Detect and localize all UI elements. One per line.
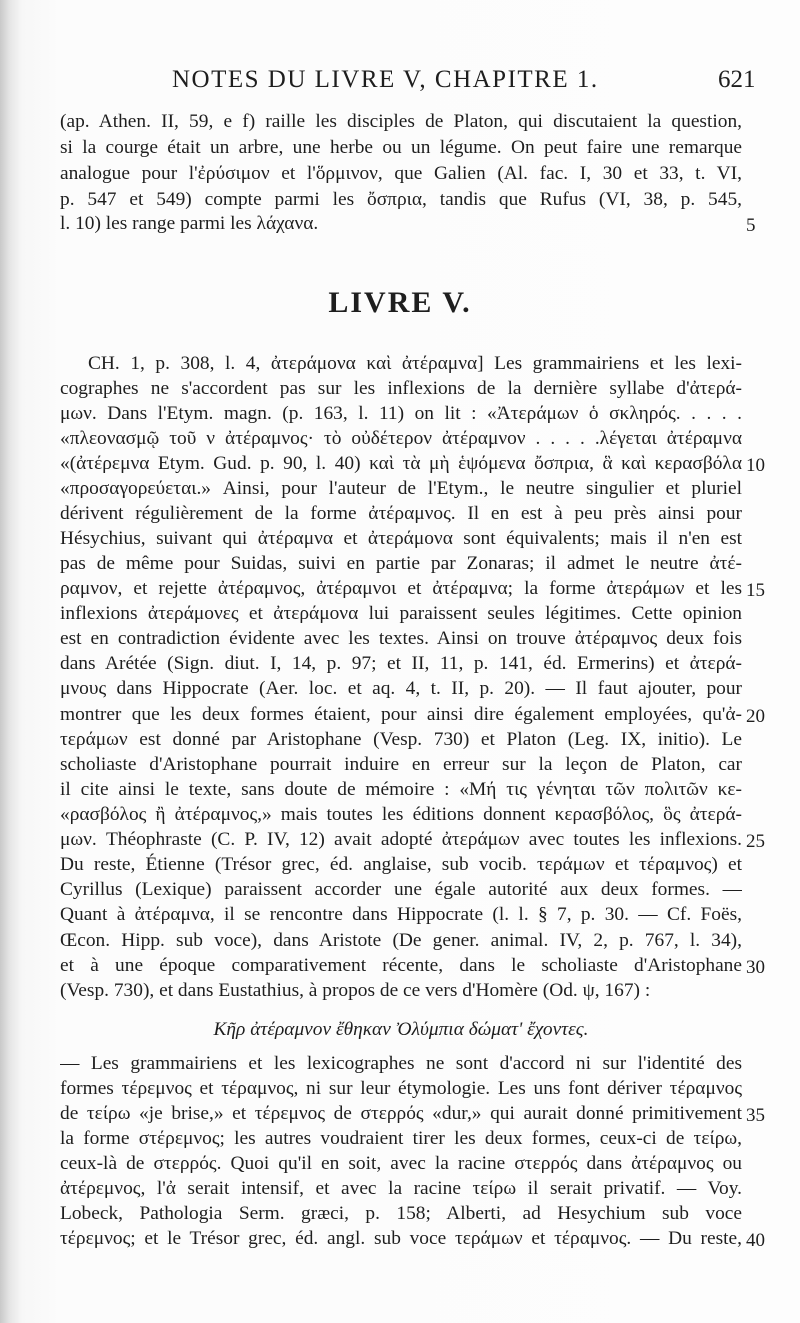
text-line: l. 10) les range parmi les λάχανα. <box>60 213 319 234</box>
text-line: ceux-là de στερρός. Quoi qu'il en soit, avec la racine στερρός dans ἀτέραμνος ou <box>60 1153 742 1174</box>
text-line: analogue pour l'ἐρύσιμον et l'ὅρμινον, que Galien (Al. fac. I, 30 et 33, t. VI, <box>60 163 742 184</box>
text-line: Œcon. Hipp. sub voce), dans Aristote (De gener. animal. IV, 2, p. 767, l. 34), <box>60 930 742 951</box>
text-line: dans Arétée (Sign. diut. I, 14, p. 97; et II, 11, p. 141, éd. Ermerins) et ἀτερά- <box>60 653 742 674</box>
text-line: est en contradiction évidente avec les textes. Ainsi on trouve ἀτέραμνος deux fois <box>60 628 742 649</box>
line-number: 40 <box>746 1230 765 1251</box>
running-title: NOTES DU LIVRE V, CHAPITRE 1. <box>172 66 599 93</box>
line-number: 10 <box>746 455 765 476</box>
section-title: LIVRE V. <box>328 286 472 319</box>
page-number: 621 <box>718 66 756 93</box>
text-line: (Vesp. 730), et dans Eustathius, à propos de ce vers d'Homère (Od. ψ, 167) : <box>60 980 651 1001</box>
line-number: 25 <box>746 831 765 852</box>
text-line: μνους dans Hippocrate (Aer. loc. et aq. 4, t. II, p. 20). — Il faut ajouter, pour <box>60 678 742 699</box>
text-line: CH. 1, p. 308, l. 4, ἀτεράμονα καὶ ἀτέραμνα] Les grammairiens et les lexi- <box>88 353 742 374</box>
text-line: Du reste, Étienne (Trésor grec, éd. anglaise, sub vocib. τεράμων et τέραμνος) et <box>60 854 742 875</box>
text-line: la forme στέρεμνος; les autres voudraient tirer les deux formes, ceux-ci de τείρω, <box>60 1128 742 1149</box>
text-line: τεράμων est donné par Aristophane (Vesp. 730) et Platon (Leg. IX, initio). Le <box>60 729 742 750</box>
text-line: — Les grammairiens et les lexicographes ne sont d'accord ni sur l'identité des <box>60 1053 742 1074</box>
text-line: τέρεμνος; et le Trésor grec, éd. angl. sub voce τεράμων et τέραμνος. — Du reste, <box>60 1228 742 1249</box>
text-line: de τείρω «je brise,» et τέρεμνος de στερρός «dur,» qui aurait donné primitivement <box>60 1103 742 1124</box>
text-line: p. 547 et 549) compte parmi les ὄσπρια, tandis que Rufus (VI, 38, p. 545, <box>60 189 742 210</box>
text-line: montrer que les deux formes étaient, pour ainsi dire également employées, qu'ἀ- <box>60 704 742 725</box>
text-line: Quant à ἀτέραμνα, il se rencontre dans Hippocrate (l. l. § 7, p. 30. — Cf. Foës, <box>60 904 742 925</box>
verse-quotation: Κῆρ ἀτέραμνον ἔθηκαν Ὀλύμπια δώματ' ἔχοντες. <box>213 1019 589 1040</box>
text-line: Cyrillus (Lexique) paraissent accorder une égale autorité aux deux formes. — <box>60 879 742 900</box>
text-line: si la courge était un arbre, une herbe ou un légume. On peut faire une remarque <box>60 137 742 158</box>
text-line: «πλεονασμῷ τοῦ ν ἀτέραμνος· τὸ οὐδέτερον ἀτέραμνον . . . . .λέγεται ἀτέραμνα <box>60 428 742 449</box>
text-line: pas de même pour Suidas, suivi en partie par Zonaras; il admet le neutre ἀτέ- <box>60 553 742 574</box>
text-line: ἀτέρεμνος, l'ἀ serait intensif, et avec la racine τείρω il serait privatif. — Voy. <box>60 1178 742 1199</box>
line-number: 5 <box>746 215 756 236</box>
text-line: «(ἀτέρεμνα Etym. Gud. p. 90, l. 40) καὶ τὰ μὴ ἑψόμενα ὄσπρια, ἃ καὶ κερασβόλα <box>60 453 742 474</box>
text-line: «προσαγορεύεται.» Ainsi, pour l'auteur de l'Etym., le neutre singulier et pluriel <box>60 478 742 499</box>
text-line: ραμνον, et rejette ἀτέραμνος, ἀτέραμνοι et ἀτέραμνα; la forme ἀτεράμων et les <box>60 578 742 599</box>
line-number: 30 <box>746 957 765 978</box>
line-number: 15 <box>746 580 765 601</box>
line-number: 35 <box>746 1105 765 1126</box>
text-line: μων. Théophraste (C. P. IV, 12) avait adopté ἀτεράμων avec toutes les inflexions. <box>60 829 742 850</box>
text-line: Hésychius, suivant qui ἀτέραμνα et ἀτεράμονα sont équivalents; mais il n'en est <box>60 528 742 549</box>
text-line: il cite ainsi le texte, sans doute de mémoire : «Μή τις γένηται τῶν πολιτῶν κε- <box>60 779 742 800</box>
text-line: dérivent régulièrement de la forme ἀτέραμνος. Il en est à peu près ainsi pour <box>60 503 742 524</box>
text-line: formes τέρεμνος et τέραμνος, ni sur leur étymologie. Les uns font dériver τέραμνος <box>60 1078 742 1099</box>
text-line: et à une époque comparativement récente, dans le scholiaste d'Aristophane <box>60 955 742 976</box>
text-line: μων. Dans l'Etym. magn. (p. 163, l. 11) on lit : «Ἀτεράμων ὁ σκληρός. . . . . <box>60 403 742 424</box>
text-line: Lobeck, Pathologia Serm. græci, p. 158; Alberti, ad Hesychium sub voce <box>60 1203 742 1224</box>
text-line: (ap. Athen. II, 59, e f) raille les disciples de Platon, qui discutaient la question, <box>60 111 742 132</box>
text-line: inflexions ἀτεράμονες et ἀτεράμονα lui paraissent seules légitimes. Cette opinion <box>60 603 742 624</box>
text-line: «ρασβόλος ἢ ἀτέραμνος,» mais toutes les éditions donnent κερασβόλος, ὃς ἀτερά- <box>60 804 742 825</box>
line-number: 20 <box>746 706 765 727</box>
running-header <box>0 64 800 98</box>
text-line: scholiaste d'Aristophane pourrait induire en erreur sur la leçon de Platon, car <box>60 754 742 775</box>
text-line: cographes ne s'accordent pas sur les inflexions de la dernière syllabe d'ἀτερά- <box>60 378 742 399</box>
